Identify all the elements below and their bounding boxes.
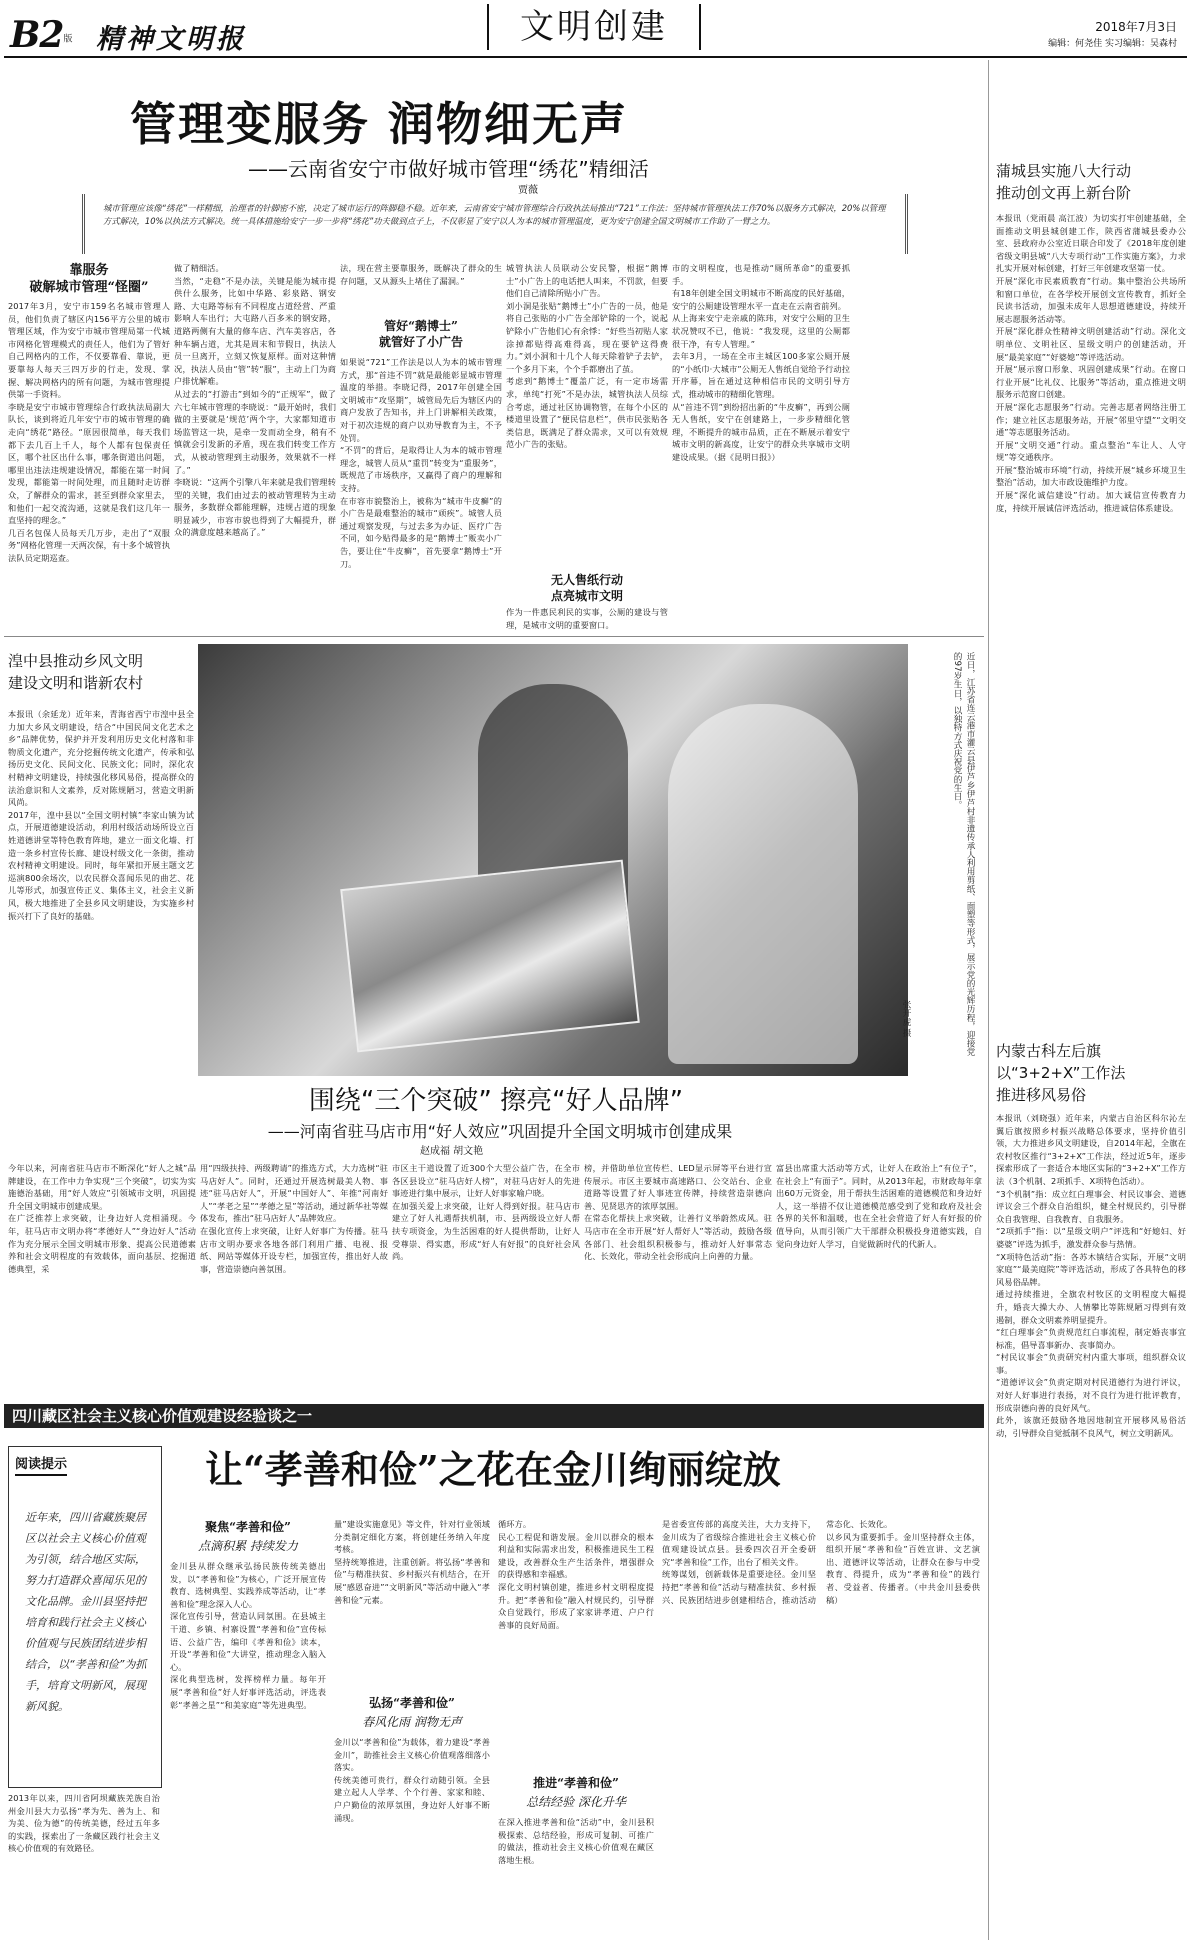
lead-subhead-2: 管好“鹅博士” 就管好了小广告: [378, 319, 463, 349]
reading-tip-body: 近年来，四川省藏族聚居区以社会主义核心价值观为引领，结合地区实际，努力打造群众喜闻乐见的文化品牌。金川县坚持把培育和践行社会主义核心价值观与民族团结进步相结合，以“孝善和俭”为抓手，培育文明新风，展现新风貌。: [25, 1511, 147, 1713]
sichuan-col-1: 金川县从群众继承弘扬民族传统美德出发，以“孝善和俭”为核心，广泛开展宣传教育、选树典型、实践养成等活动，让“孝善和俭”理念深入人心。 深化宣传引导，营造认同氛围。在县城主干道、乡镇、村寨设置“孝善和俭”宣传标语、公益广告，编印《孝善和俭》读本，开设“孝善和俭”大讲堂，推动理念入脑入心。 深化典型选树，发挥榜样力量。每年开展“孝善和俭”好人好事评选活动，评选表彰“孝善之星”“和美家庭”等先进典型。: [170, 1561, 326, 1710]
editors-line: 编辑：何尧佳 实习编辑：吴森村: [1048, 39, 1177, 49]
lead-col-5: 市的文明程度，也是推动“厕所革命”的重要抓手。 有18年创建全国文明城市不断高度的民好基础，安宁的公厕建设管理水平一直走在云南省前列。 从上海来安宁走亲戚的陈玮，对安宁公厕的卫生状况赞叹不已，他说：“我发现，这里的公厕都很干净，有专人管理。” 去年3月，一场在全市主城区100多家公厕开展的“小纸巾·大城市”公厕无人售纸自觉给予行动拉开序幕，旨在通过这种相信市民的文明引导方式，推动城市的精细化管理。 从“首违不罚”到纷招出新的“牛皮癣”，再到公厕无人售纸，安宁在创建路上，一步步精细化管理，不断提升的城市品质，正在不断展示着安宁城市文明的新高度，让安宁的群众共享城市文明建设成果。（据《昆明日报》）: [672, 263, 850, 462]
henan-byline: 赵成福 胡文艳: [420, 1146, 484, 1157]
issue-date: 2018年7月3日: [1095, 20, 1177, 34]
sichuan-subhead-3: 推进“孝善和俭”: [533, 1776, 619, 1790]
right-column-divider: [988, 60, 989, 1940]
lead-subhead-1: 靠服务 破解城市管理“怪圈”: [29, 263, 149, 295]
henan-col-4: 榜，并借助单位宣传栏、LED显示屏等平台进行宣传展示。市区主要城市高速路口、公交站台、企业道路等设置了好人事迹宣传牌，持续营造崇德向善、见贤思齐的浓厚氛围。 在常态化帮扶上求突破，让善行义举蔚然成风。驻马店市在全市开展“好人帮好人”等活动，鼓励各级各部门、社会组织积极参与，推动好人好事常态化、长效化，带动全社会形成向上向善的力量。: [584, 1163, 772, 1262]
lead-subhead-3: 无人售纸行动 点亮城市文明: [550, 573, 623, 603]
sichuan-subhead-2: 弘扬“孝善和俭”: [369, 1696, 455, 1710]
henan-subtitle: ——河南省驻马店市用“好人效应”巩固提升全国文明城市创建成果: [267, 1122, 733, 1141]
lead-subtitle: ——云南省安宁市做好城市管理“绣花”精细活: [248, 157, 649, 181]
lead-col-2: 做了精细活。 当然，“走稳”不是办法，关键是能为城市提供什么服务，比如中华路、彩泉路、钢安路、大屯路等标有不同程度占道经营、严重影响人车出行；大屯路八百多米的钢安路，道路两侧有大量的修车店、汽车美容店，各种车辆占道，尤其是周末和节假日，执法人员一旦离开，立刻又恢复原样。面对这种情况，执法人员由“管”转“服”，主动上门为商户排忧解难。 从过去的“打游击”到如今的“正规军”，做了六七年城市管理的李晓说：“最开始时，我们做的主要就是‘规范’两个字，大家都知道市场监管这一块，是牵一发而动全身，稍有不慎就会引发新的矛盾，现在我们转变工作方式，从被动管理到主动服务，效果就不一样了。” 李晓说：“这两个引擎八年来就是我们管理转型的关键，我们由过去的被动管理转为主动服务，多数群众都能理解，违规占道的现象明显减少，市容市貌也得到了大幅提升，群众的满意度越来越高了。”: [174, 263, 336, 538]
series-banner: [4, 1404, 984, 1428]
sichuan-left-body: 2013年以来，四川省阿坝藏族羌族自治州金川县大力弘扬“孝为先、善为上、和为美、俭为德”的传统美德，经过五年多的实践，探索出了一条藏区践行社会主义核心价值观的有效路径。: [8, 1793, 160, 1854]
paper-name: 精神文明报: [96, 24, 246, 55]
lead-col-1: 2017年3月，安宁市159名名城市管理人员，他们负责了辖区内156平方公里的城市管理区域，作为安宁市城市管理局第一代城市网格化管理模式的责任人，他们为了管好自己网格内的工作，不仅要靠看、靠说，更要靠每人每天三四万步的行走，发现、掌握、解决网格内的所有问题，为城市管理提供第一手资料。 李晓是安宁市城市管理综合行政执法局副大队长，谈到将近几年安宁市的城市管理的确走向“绣花”路径。“原因很简单，每天我们都下去几百上千人，每个人都有包保责任区，哪个社区出什么事，哪条街道出问题，哪里出违法违规建设情况，都能在第一时间发现，都能第一时间处理，而且随时走访群众，了解群众的需求，甚至到群众家里去，和他们一起交流沟通，这就是我们这几年一直坚持的理念。” 几百名包保人员每天几万步，走出了“双服务”网格化管理一天两次保，有十多个城管执法队员定期巡查。: [8, 301, 170, 563]
henan-col-2: 用“四级扶持、两级聘请”的推选方式，大力选树“驻马店好人”。同时，还通过开展选树最美人物、事迹“驻马店好人”，开展“中国好人”、年推“河南好人”“孝老之星”“孝德之星”等活动，通过新华社等媒体发布，推出“驻马店好人”品牌效应。 在强化宣传上求突破，让好人好事广为传播。驻马店市文明办要求各地各部门利用广播、电视、报纸、网站等媒体开设专栏，加强宣传，推出好人故事，营造崇德向善氛围。: [200, 1163, 388, 1274]
lead-title: 管理变服务 润物细无声: [130, 97, 629, 151]
page-suffix: 版: [63, 34, 72, 45]
sichuan-subhead-3b: 总结经验 深化升华: [526, 1795, 626, 1809]
sichuan-col-4: 是省委宣传部的高度关注，大力支持下，金川成为了省级综合推进社会主义核心价值观建设试点县。县委四次召开全委研究“孝善和俭”工作，出台了相关文件。 统筹谋划，创新载体是重要途径。金川坚持把“孝善和俭”活动与精准扶贫、乡村振兴、民族团结进步创建相结合，推动活动常态化、长效化。 以乡风为重要抓手。金川坚持群众主体，组织开展“孝善和俭”百姓宣讲、文艺演出、道德评议等活动，让群众在参与中受教育、得提升，成为“孝善和俭”的践行者、受益者、传播者。（中共金川县委供稿）: [662, 1519, 980, 1605]
sichuan-col-2: 量”建设实施意见》等文件，针对行业领域分类制定细化方案，将创建任务纳入年度考核。 坚持统筹推进，注重创新。将弘扬“孝善和俭”与精准扶贫、乡村振兴有机结合，在开展“感恩奋进”“文明新风”等活动中融入“孝善和俭”元素。: [334, 1519, 490, 1605]
henan-col-5: 富县出席重大活动等方式，让好人在政治上“有位子”，在社会上“有面子”。同时，从2013年起，市财政每年拿出60万元资金，用于帮扶生活困难的道德模范和身边好人，这一举措不仅让道德模范感受到了党和政府及社会各界的关怀和温暖，也在全社会营造了好人有好报的价值导向，从而引领广大干部群众积极投身道德实践，自觉向身边好人学习，自觉做新时代的代新人。: [776, 1163, 982, 1249]
neimeng-title: 内蒙古科左后旗 以“3+2+X”工作法 推进移风易俗: [996, 1042, 1126, 1104]
news-photo: [198, 644, 908, 1076]
sichuan-subhead-1b: 点滴积累 持续发力: [198, 1539, 298, 1553]
lead-col-4b: 作为一件惠民利民的实事，公厕的建设与管理，是城市文明的重要窗口。: [506, 607, 668, 630]
lead-intro-box: [82, 194, 908, 254]
pucheng-title: 蒲城县实施八大行动 推动创文再上新台阶: [996, 162, 1132, 202]
sichuan-subhead-2b: 春风化雨 润物无声: [362, 1715, 462, 1729]
qinghai-title: 湟中县推动乡风文明 建设文明和谐新农村: [8, 652, 144, 692]
reading-tip-label: 阅读提示: [15, 1453, 67, 1476]
sichuan-col-3: 循环方。 民心工程促和谐发展。金川以群众的根本利益和实际需求出发，积极推进民生工程建设，改善群众生产生活条件，增强群众的获得感和幸福感。 深化文明村镇创建，推进乡村文明程度提升。把“孝善和俭”融入村规民约，引导群众自觉践行，形成了家家讲孝道、户户行善事的良好局面。: [498, 1519, 654, 1630]
qinghai-top-rule: [4, 636, 984, 637]
reading-tip-box: [8, 1446, 162, 1788]
section-name: [487, 4, 701, 50]
lead-col-4: 城管执法人员联动公安民警，根据“鹅博士”小广告上的电话把人叫来，不罚款，但要他们自己清除所贴小广告。 刘小洞是张贴“鹅博士”小广告的一员，他是将自己张贴的小广告全部铲除的一个，说起铲除小广告他们心有余悸：“好些当初贴人家涂掉都贴得高难得高，现在要铲这得费力。”刘小洞和十几个人每天除着铲子去铲，一个多月下来，个个手都磨出了茧。 考虑到“鹅博士”覆盖广泛，有一定市场需求，单纯“打死”不是办法，城管执法人员综合考虑，通过社区协调物管，在每个小区的楼道里设置了“便民信息栏”，供市民张贴各类信息，既满足了群众需求，又可以有效规范小广告的张贴。: [506, 263, 668, 450]
lead-byline: 贾薇: [518, 185, 538, 196]
photo-artwork: [340, 860, 640, 1053]
sichuan-col-3b: 在深入推进孝善和俭“活动”中，金川县积极探索、总结经验，形成可复制、可推广的做法，推动社会主义核心价值观在藏区落地生根。: [498, 1817, 654, 1865]
photo-caption: 近日，江苏省连云港市灌云县伊芦乡伊芦村非遗传承人利用剪纸、面塑等形式，展示党的光辉历程，迎接党的97岁生日，以独特方式庆祝党的生日。: [952, 652, 975, 1057]
photo-credit: 张开虎 摄: [901, 1000, 911, 1038]
henan-col-3: 市区主干道设置了近300个大型公益广告，在全市各区县设立“驻马店好人榜”，对驻马店好人的先进事迹进行集中展示，让好人好事家喻户晓。 在加强关爱上求突破，让好人得到好报。驻马店市建立了好人礼遇帮扶机制，市、县两级设立好人帮扶专项资金，为生活困难的好人提供帮助，让好人受尊崇、得实惠，形成“好人有好报”的良好社会风尚。: [392, 1163, 580, 1262]
lead-col-3b: 如果说“721”工作法是以人为本的城市管理方式，那“首违不罚”就是最能彰显城市管理温度的举措。李晓记得，2017年创建全国文明城市“攻坚期”，城管局先后为辖区内的商户发放了告知书，并上门讲解相关政策，对于初次违规的商户以劝导教育为主，不予处罚。 “不罚”的背后，是取得让人为本的城市管理理念，城管人员从“重罚”转变为“重服务”，既规范了市场秩序，又赢得了商户的理解和支持。 在市容市貌整治上，被称为“城市牛皮癣”的小广告是最难整治的城市“顽疾”。城管人员通过观察发现，与过去多为办证、医疗广告不同，如今贴得最多的是“鹅博士”贩卖小广告，要让住“牛皮癣”，首先要拿“鹅博士”开刀。: [340, 357, 502, 569]
masthead: [0, 0, 1191, 60]
page-number: B2版: [10, 14, 72, 56]
qinghai-body: 本报讯（余延龙）近年来，青海省西宁市湟中县全力加大乡风文明建设，结合“中国民间文化艺术之乡”品牌优势，保护并开发利用历史文化村落和非物质文化遗产，充分挖掘传统文化遗产，传承和弘扬历史文化、民间文化、民族文化；同时，深化农村精神文明建设，持续强化移风易俗，提高群众的法治意识和人文素养，反对陈规陋习，营造文明新风尚。 2017年，湟中县以“全国文明村镇”李家山镇为试点，开展道德建设活动，利用村级活动场所设立百姓道德讲堂等特色教育阵地，建立一面文化墙、打造一条乡村宣传长廊、建设村级文化一条街，推动农村精神文明建设。同时，每年紧扣开展主题文艺巡演800余场次，以农民群众喜闻乐见的曲艺、花儿等形式，加强宣传正义、集体主义，社会主义新风，极大地推进了全县乡风文明建设，为实施乡村振兴打下了良好的基础。: [8, 709, 194, 921]
henan-title: 围绕“三个突破” 擦亮“好人品牌”: [308, 1086, 684, 1116]
lead-col-3: 法，现在营主要靠服务，既解决了群众的生存问题，又从源头上堵住了漏洞。”: [340, 263, 502, 286]
sichuan-subhead-1: 聚焦“孝善和俭”: [205, 1520, 291, 1534]
sichuan-title: 让“孝善和俭”之花在金川绚丽绽放: [205, 1447, 781, 1492]
neimeng-body: 本报讯（刘晓强）近年来，内蒙古自治区科尔沁左翼后旗按照乡村振兴战略总体要求，坚持价值引领，大力推进乡风文明建设，自2014年起，全旗在农村牧区推行“3+2+X”工作法，经过近5年，逐步探索形成了一套适合本地区实际的“3+2+X”工作方法（3个机制、2项抓手、X项特色活动）。 “3个机制”指：成立红白理事会、村民议事会、道德评议会三个群众自治组织，健全村规民约，引导群众自我管理、自我教育、自我服务。 “2项抓手”指：以“星级文明户”评选和“好媳妇、好婆婆”评选为抓手，激发群众参与热情。 “X项特色活动”指：各苏木镇结合实际，开展“文明家庭”“最美庭院”等评选活动，形成了各具特色的移风易俗品牌。 通过持续推进，全旗农村牧区的文明程度大幅提升，婚丧大操大办、人情攀比等陈规陋习得到有效遏制，群众文明素养明显提升。 “红白理事会”负责规范红白事流程，制定婚丧事宜标准，倡导喜事新办、丧事简办。 “村民议事会”负责研究村内重大事项，组织群众议事。 “道德评议会”负责定期对村民道德行为进行评议，对好人好事进行表扬，对不良行为进行批评教育，形成崇德向善的良好风气。 此外，该旗还鼓励各地因地制宜开展移风易俗活动，引导群众自觉抵制不良风气，树立文明新风。: [996, 1113, 1186, 1438]
sichuan-col-2b: 金川以“孝善和俭”为载体，着力建设“孝善金川”，助推社会主义核心价值观落细落小落实。 传统美德可贵行，群众行动随引领。全县建立起人人学孝、个个行善、家家和睦、户户勤俭的浓厚氛围，身边好人好事不断涌现。: [334, 1737, 490, 1823]
henan-col-1: 今年以来，河南省驻马店市不断深化“好人之城”品牌建设，在工作中力争实现“三个突破”，切实为实施德治基础，用“好人效应”引领城市文明，巩固提升全国文明城市创建成果。 在广泛推荐上求突破，让身边好人竞相涌现。今年，驻马店市文明办将“孝德好人”“身边好人”活动作为充分展示全国文明城市形象、提高公民道德素养和社会文明程度的有效载体，面向基层、挖掘道德典型，采: [8, 1163, 196, 1274]
photo-figure-right: [668, 704, 858, 1064]
section-label: 文明创建: [520, 7, 668, 47]
masthead-rule: [4, 56, 1187, 58]
pucheng-body: 本报讯（党雨晨 高江波）为切实打牢创建基础，全面推动文明县城创建工作，陕西省蒲城县委办公室、县政府办公室近日联合印发了《2018年度创建省级文明县城“八大专项行动”工作实施方案》，力求扎实开展对标创建，打好三年创建攻坚第一仗。 开展“深化市民素质教育”行动。集中整治公共场所和窗口单位，在各学校开展创文宣传教育，抓好全民读书活动，加强未成年人思想道德建设，持续开展志愿服务活动等。 开展“深化群众性精神文明创建活动”行动。深化文明单位、文明社区、星级文明户的创建活动，开展“最美家庭”“好婆媳”等评选活动。 开展“展示窗口形象、巩固创建成果”行动。在窗口行业开展“比礼仪、比服务”等活动，重点推进文明服务示范窗口创建。 开展“深化志愿服务”行动。完善志愿者网络注册工作；建立社区志愿服务站，开展“邻里守望”“文明交通”等志愿服务活动。 开展“文明交通”行动。重点整治“车让人、人守规”等交通秩序。 开展“整治城市环境”行动，持续开展“城乡环境卫生整治”活动，加大市政设施维护力度。 开展“深化诚信建设”行动。加大诚信宣传教育力度，持续开展诚信评选活动，推进诚信体系建设。: [996, 213, 1186, 513]
lead-intro: 城市管理应该像“绣花”一样精细，治理者的针脚密不密，决定了城市运行的阵脚稳不稳。近年来，云南省安宁城市管理综合行政执法局推出“721”工作法：坚持城市管理执法工作70%以服务方式解决，20%以管理方式解决，10%以执法方式解决。统一具体措施给安宁一步一步将“绣花”功夫做到点子上，不仅彰显了安宁以人为本的城市管理温度，更为安宁创建全国文明城市工作助了一臂之力。: [103, 203, 886, 226]
series-banner-text: 四川藏区社会主义核心价值观建设经验谈之一: [12, 1407, 313, 1425]
